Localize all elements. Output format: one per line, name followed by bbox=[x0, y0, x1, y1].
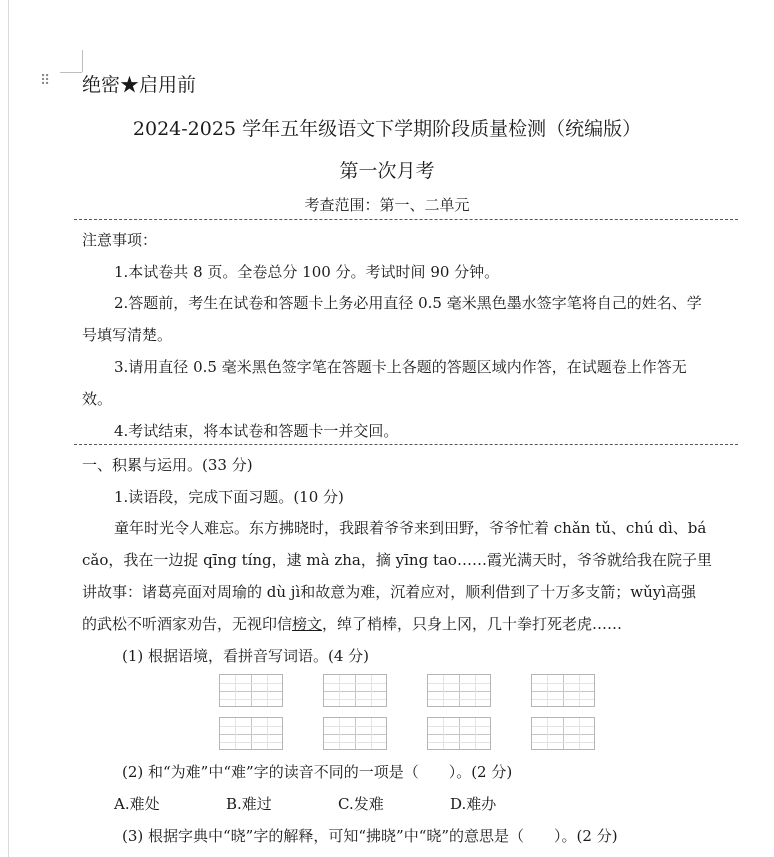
question-1-title: 1.读语段，完成下面习题。(10 分) bbox=[114, 488, 344, 506]
writing-grid-box[interactable] bbox=[531, 717, 595, 750]
passage-line bbox=[82, 613, 622, 634]
sub-question-2: (2) 和“为难”中“难”字的读音不同的一项是（ ）。(2 分) bbox=[122, 763, 513, 781]
sub-question-3: (3) 根据字典中“晓”字的解释，可知“拂晓”中“晓”的意思是（ ）。(2 分) bbox=[122, 827, 618, 845]
option-c: C.发难 bbox=[338, 795, 384, 813]
passage-text: 的武松不听酒家劝告，无视印信 bbox=[82, 615, 293, 633]
confidential-label: 绝密★启用前 bbox=[82, 74, 197, 96]
note-item-1: 1.本试卷共 8 页。全卷总分 100 分。考试时间 90 分钟。 bbox=[114, 263, 500, 281]
option-a: A.难处 bbox=[114, 795, 160, 813]
crop-mark bbox=[60, 72, 82, 73]
option-b: B.难过 bbox=[226, 795, 272, 813]
passage-line: 讲故事：诸葛亮面对周瑜的 dù jì和故意为难，沉着应对，顺利借到了十万多支箭；wǔyì高强 bbox=[82, 583, 697, 601]
exam-title: 2024-2025 学年五年级语文下学期阶段质量检测（统编版） bbox=[132, 118, 642, 140]
note-item-4: 4.考试结束，将本试卷和答题卡一并交回。 bbox=[114, 422, 399, 440]
option-d: D.难办 bbox=[450, 795, 497, 813]
sub-question-1: (1) 根据语境，看拼音写词语。(4 分) bbox=[122, 647, 370, 665]
exam-subtitle: 第一次月考 bbox=[339, 160, 435, 182]
passage-line: 童年时光令人难忘。东方拂晓时，我跟着爷爷来到田野，爷爷忙着 chǎn tǔ、chú dì、bá bbox=[114, 519, 707, 537]
note-item-2: 2.答题前，考生在试卷和答题卡上务必用直径 0.5 毫米黑色墨水签字笔将自己的姓名、学 bbox=[114, 294, 702, 312]
underlined-word: 榜文 bbox=[292, 615, 323, 633]
writing-grid-box[interactable] bbox=[219, 674, 283, 707]
writing-grid-box[interactable] bbox=[427, 717, 491, 750]
crop-mark bbox=[82, 50, 83, 72]
note-item-2-cont: 号填写清楚。 bbox=[82, 326, 173, 344]
writing-grid-box[interactable] bbox=[323, 674, 387, 707]
passage-line: cǎo，我在一边捉 qīng tíng，逮 mà zha，摘 yīng tao……霞光满天时，爷爷就给我在院子里 bbox=[82, 551, 712, 569]
writing-grid-box[interactable] bbox=[323, 717, 387, 750]
writing-grid-box[interactable] bbox=[531, 674, 595, 707]
passage-text: ，绰了梢棒，只身上冈，几十拳打死老虎…… bbox=[322, 615, 623, 633]
note-item-3-cont: 效。 bbox=[82, 390, 113, 408]
writing-grid-box[interactable] bbox=[219, 717, 283, 750]
note-item-3: 3.请用直径 0.5 毫米黑色签字笔在答题卡上各题的答题区域内作答，在试题卷上作答无 bbox=[114, 358, 687, 376]
divider bbox=[74, 219, 738, 220]
divider bbox=[74, 444, 738, 445]
drag-handle-icon[interactable]: ⠿ bbox=[40, 73, 50, 89]
section-heading: 一、积累与运用。(33 分) bbox=[82, 456, 253, 474]
writing-grid-box[interactable] bbox=[427, 674, 491, 707]
exam-scope: 考查范围：第一、二单元 bbox=[304, 196, 470, 214]
notes-heading: 注意事项： bbox=[82, 231, 158, 249]
